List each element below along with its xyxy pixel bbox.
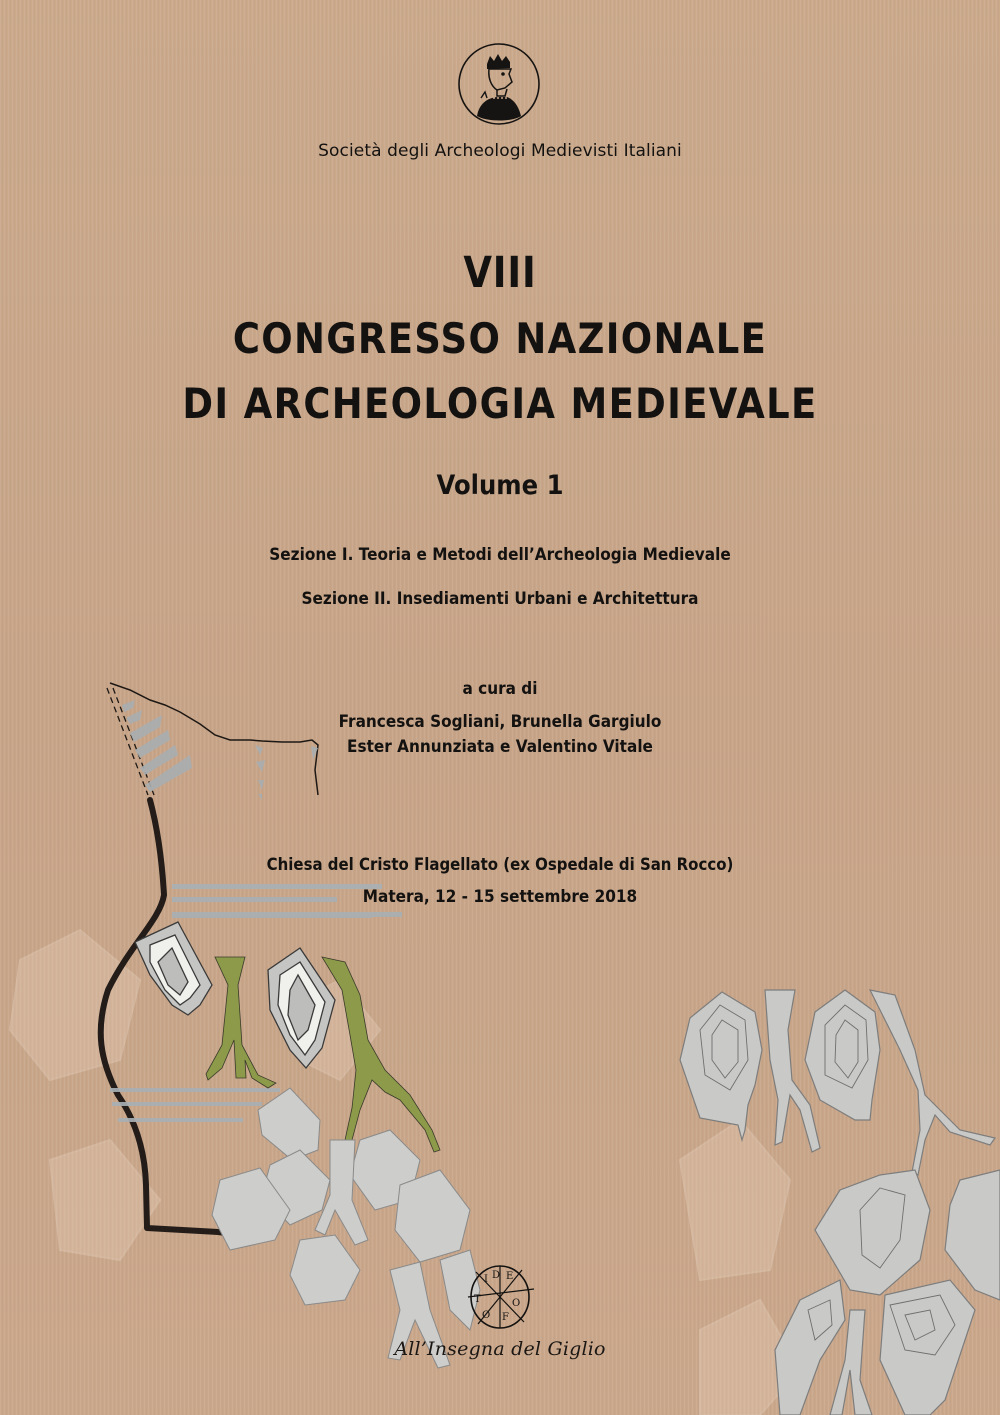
section-2-title: Sezione II. Insediamenti Urbani e Architettura bbox=[301, 589, 699, 609]
publisher-name: All’Insegna del Giglio bbox=[394, 1338, 606, 1360]
svg-text:O: O bbox=[482, 1310, 491, 1321]
grey-motifs-lower bbox=[212, 1088, 480, 1368]
section-1-title: Sezione I. Teoria e Metodi dell’Archeologia Medievale bbox=[269, 545, 731, 565]
venue: Chiesa del Cristo Flagellato (ex Ospedale di San Rocco) bbox=[266, 855, 734, 875]
dates-location: Matera, 12 - 15 settembre 2018 bbox=[362, 887, 638, 907]
svg-text:D: D bbox=[492, 1270, 501, 1281]
curated-by-label: a cura di bbox=[462, 679, 538, 699]
title-line-2: DI ARCHEOLOGIA MEDIEVALE bbox=[182, 379, 818, 428]
volume-label: Volume 1 bbox=[436, 470, 564, 501]
title-line-1: CONGRESSO NAZIONALE bbox=[232, 314, 768, 363]
svg-text:O: O bbox=[512, 1298, 521, 1309]
svg-text:F: F bbox=[502, 1312, 509, 1323]
editors-line-1: Francesca Sogliani, Brunella Gargiulo bbox=[338, 712, 662, 732]
svg-text:E: E bbox=[506, 1271, 514, 1282]
society-name: Società degli Archeologi Medievisti Italiani bbox=[318, 141, 682, 161]
svg-text:I: I bbox=[484, 1274, 488, 1285]
wheel-monogram-icon bbox=[462, 1262, 540, 1332]
svg-text:T: T bbox=[474, 1294, 481, 1305]
congress-numeral: VIII bbox=[463, 248, 537, 298]
editors-line-2: Ester Annunziata e Valentino Vitale bbox=[347, 737, 653, 757]
crowned-king-medallion-icon bbox=[457, 42, 541, 126]
